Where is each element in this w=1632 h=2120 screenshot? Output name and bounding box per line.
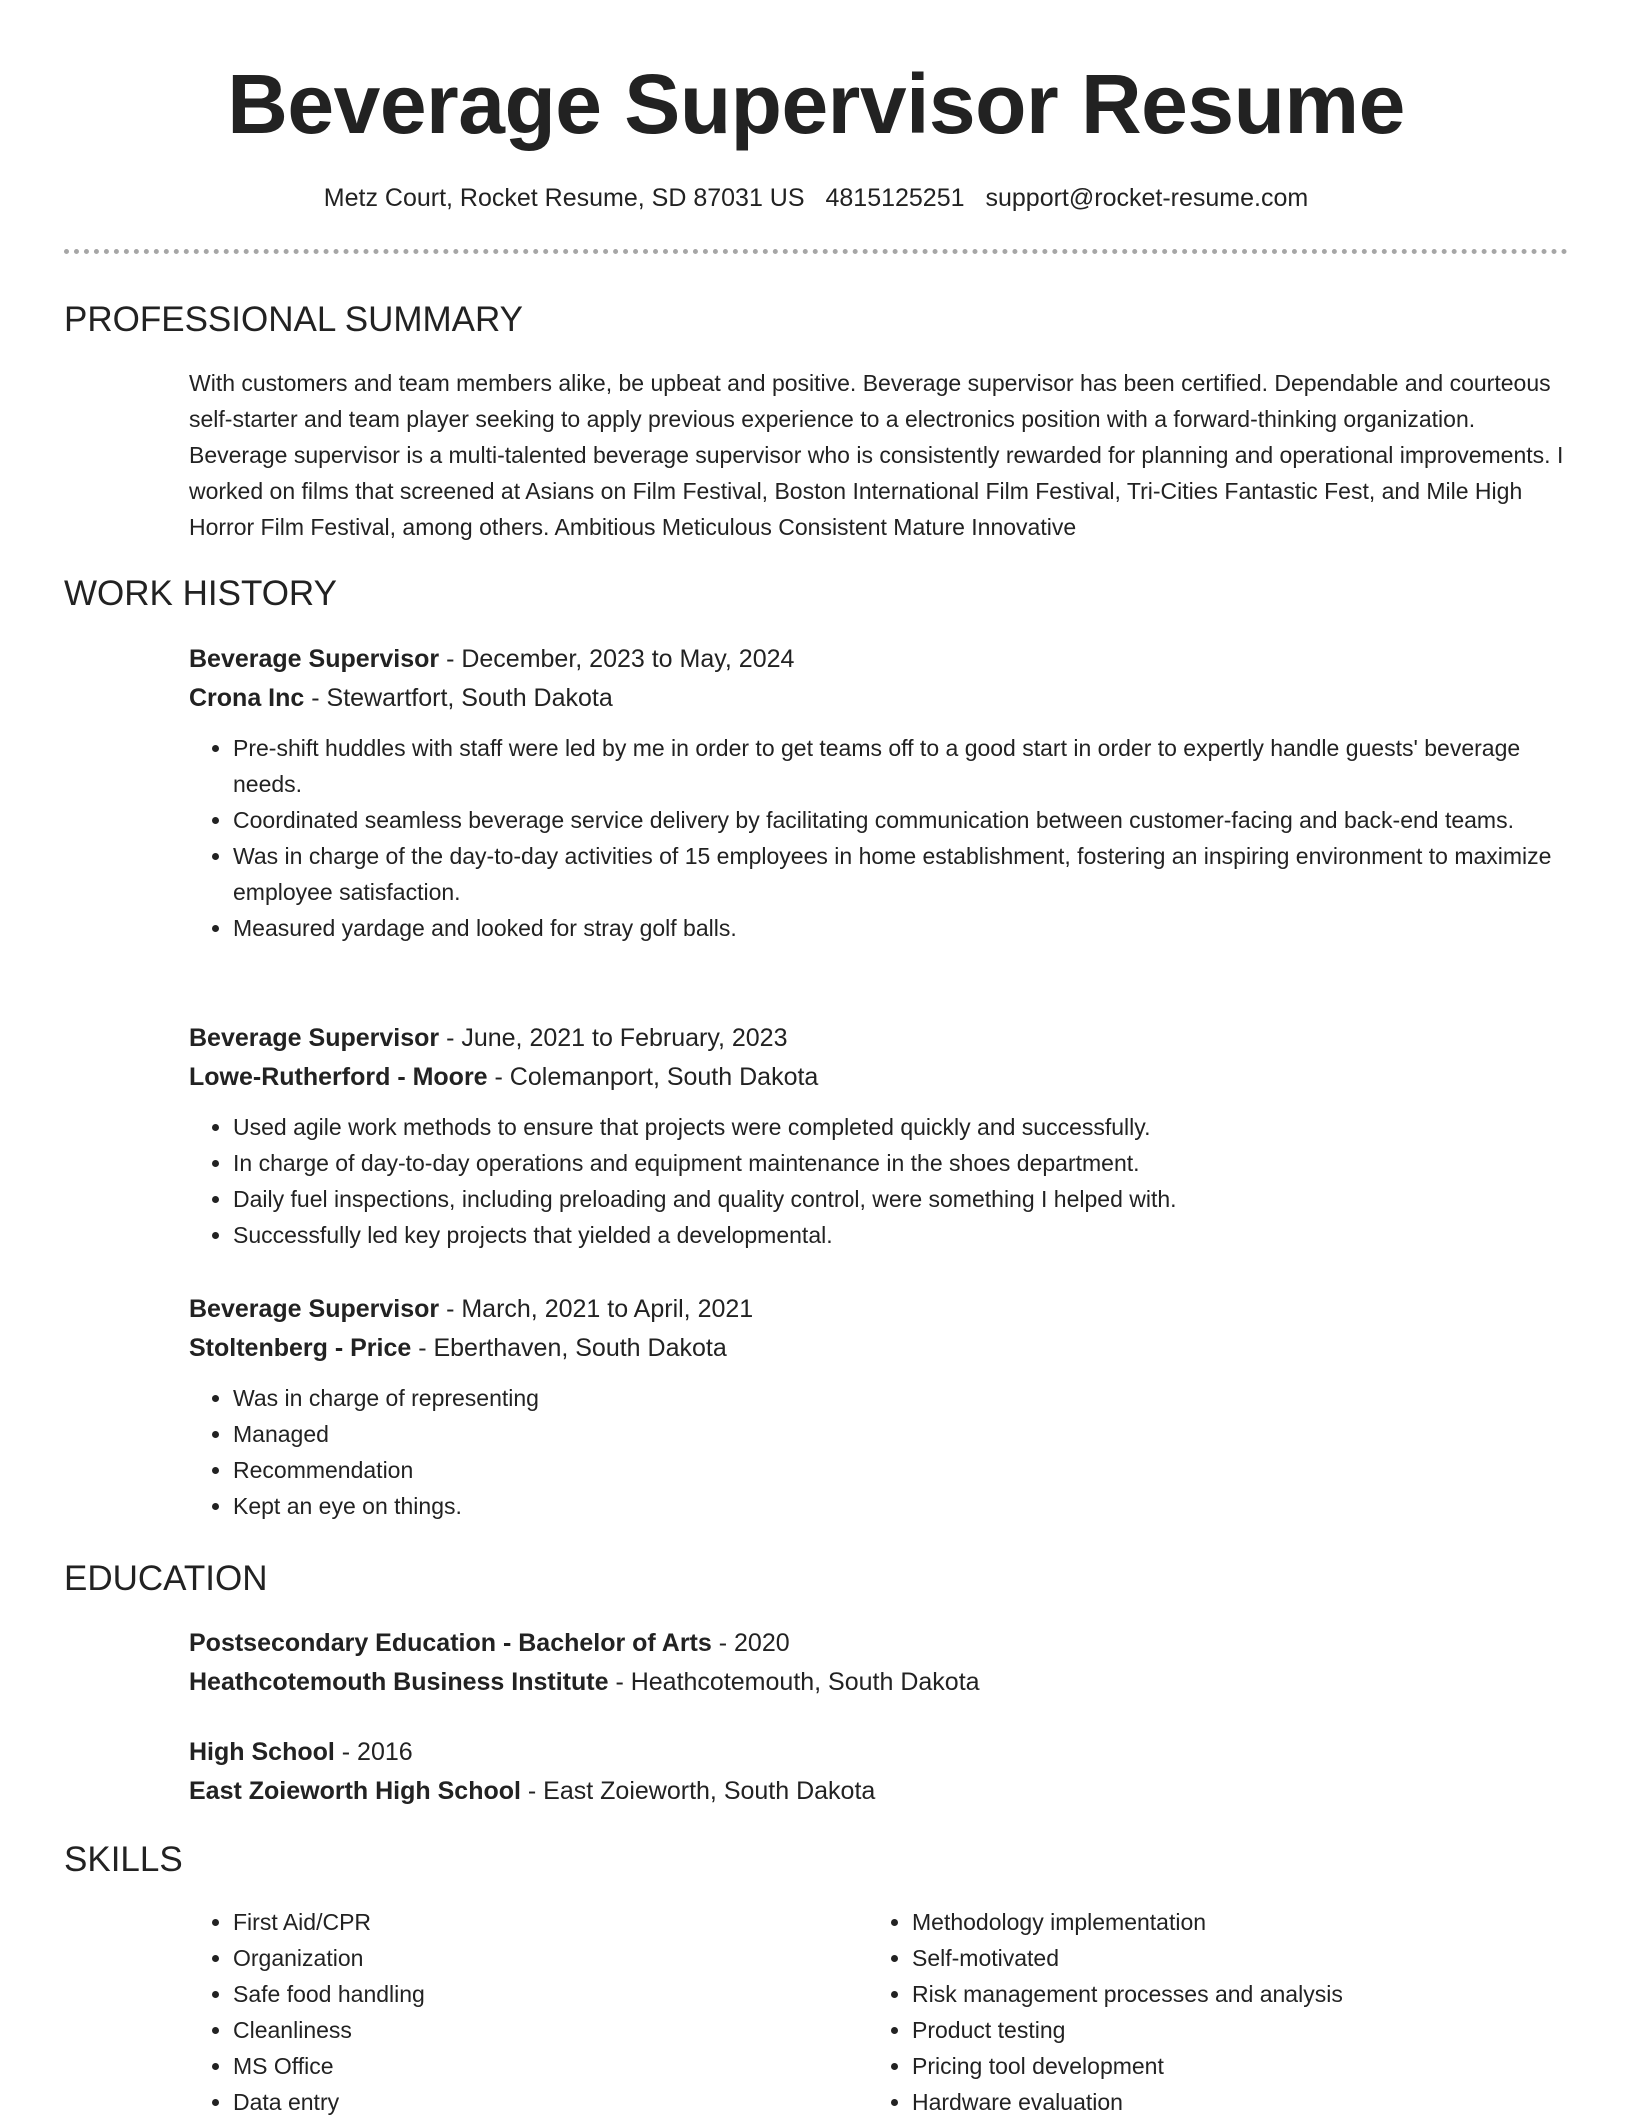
section-title-education: EDUCATION <box>64 1559 268 1598</box>
job-bullet: • Used agile work methods to ensure that projects were completed quickly and successfully. <box>233 1109 1569 1145</box>
job-title: Beverage Supervisor <box>189 1024 440 1052</box>
skill-item: • Product testing <box>912 2012 1528 2048</box>
education-location: - Heathcotemouth, South Dakota <box>608 1667 980 1696</box>
skill-item: • Pricing tool development <box>912 2048 1528 2084</box>
education-school: Heathcotemouth Business Institute <box>189 1667 609 1696</box>
job-entry <box>189 1019 1569 1253</box>
section-title-summary: PROFESSIONAL SUMMARY <box>64 300 523 339</box>
job-heading <box>189 1290 1569 1329</box>
job-heading <box>189 1019 1569 1058</box>
skill-item: • Data entry <box>233 2084 849 2120</box>
skills-list <box>189 1904 849 2120</box>
contact-address: Metz Court, Rocket Resume, SD 87031 US <box>323 184 805 212</box>
education-entry <box>189 1624 1569 1701</box>
job-employer <box>189 1058 1569 1097</box>
job-bullet: • Successfully led key projects that yielded a developmental. <box>233 1217 1569 1253</box>
education-degree: High School <box>189 1738 335 1766</box>
skills-column-left <box>189 1904 849 2120</box>
skill-item: • Hardware evaluation <box>912 2084 1528 2120</box>
summary-text: With customers and team members alike, be upbeat and positive. Beverage supervisor has been certified. Dependable and courteous self-starter and team player seeking to apply previous experience to a electronics position with a forward-thinking organization. Beverage supervisor is a multi-talented beverage supervisor who is consistently rewarded for planning and operational improvements. I worked on films that screened at Asians on Film Festival, Boston International Film Festival, Tri-Cities Fantastic Fest, and Mile High Horror Film Festival, among others. Ambitious Meticulous Consistent Mature Innovative <box>189 370 1564 540</box>
skill-item: • Cleanliness <box>233 2012 849 2048</box>
contact-email: support@rocket-resume.com <box>985 184 1309 212</box>
education-year: - 2016 <box>334 1738 413 1766</box>
education-degree: Postsecondary Education - Bachelor of Arts <box>189 1629 712 1657</box>
skill-item: • Risk management processes and analysis <box>912 1976 1528 2012</box>
contact-phone: 4815125251 <box>825 184 965 212</box>
job-bullet: • Measured yardage and looked for stray golf balls. <box>233 910 1569 946</box>
education-school-line <box>189 1772 1569 1811</box>
job-company: Lowe-Rutherford - Moore <box>189 1062 488 1091</box>
education-location: - East Zoieworth, South Dakota <box>520 1776 876 1805</box>
skills-list <box>868 1904 1528 2120</box>
contact-line <box>0 180 1632 216</box>
resume-title: Beverage Supervisor Resume <box>227 57 1405 151</box>
job-dates: - March, 2021 to April, 2021 <box>439 1295 754 1323</box>
skill-item: • Methodology implementation <box>912 1904 1528 1940</box>
education-heading <box>189 1624 1569 1663</box>
skill-item: • First Aid/CPR <box>233 1904 849 1940</box>
job-employer <box>189 1329 1569 1368</box>
section-title-skills: SKILLS <box>64 1840 183 1879</box>
job-title: Beverage Supervisor <box>189 645 440 673</box>
job-bullet: • Kept an eye on things. <box>233 1488 1569 1524</box>
job-bullet: • Was in charge of the day-to-day activities of 15 employees in home establishment, fostering an inspiring environment to maximize employee satisfaction. <box>233 838 1569 910</box>
job-location: - Colemanport, South Dakota <box>487 1062 819 1091</box>
job-bullet: • Daily fuel inspections, including preloading and quality control, were something I helped with. <box>233 1181 1569 1217</box>
job-dates: - June, 2021 to February, 2023 <box>439 1024 788 1052</box>
job-heading <box>189 640 1569 679</box>
skill-item: • Safe food handling <box>233 1976 849 2012</box>
education-school-line <box>189 1663 1569 1702</box>
job-company: Crona Inc <box>189 683 305 712</box>
job-location: - Eberthaven, South Dakota <box>411 1333 727 1362</box>
job-dates: - December, 2023 to May, 2024 <box>439 645 795 673</box>
job-bullet: • Recommendation <box>233 1452 1569 1488</box>
education-heading <box>189 1733 1569 1772</box>
job-location: - Stewartfort, South Dakota <box>304 683 613 712</box>
job-bullets <box>189 730 1569 946</box>
job-bullets <box>189 1380 1569 1524</box>
job-bullet: • Coordinated seamless beverage service delivery by facilitating communication between customer-facing and back-end teams. <box>233 802 1569 838</box>
job-company: Stoltenberg - Price <box>189 1333 412 1362</box>
skills-column-right <box>868 1904 1528 2120</box>
skill-item: • Organization <box>233 1940 849 1976</box>
education-entry <box>189 1733 1569 1810</box>
job-entry <box>189 640 1569 946</box>
job-entry <box>189 1290 1569 1524</box>
job-bullets <box>189 1109 1569 1253</box>
skill-item: • Self-motivated <box>912 1940 1528 1976</box>
job-bullet: • Pre-shift huddles with staff were led by me in order to get teams off to a good start in order to expertly handle guests' beverage needs. <box>233 730 1569 802</box>
job-employer <box>189 679 1569 718</box>
job-bullet: • Managed <box>233 1416 1569 1452</box>
section-title-work-history: WORK HISTORY <box>64 574 337 613</box>
education-school: East Zoieworth High School <box>189 1776 521 1805</box>
job-title: Beverage Supervisor <box>189 1295 440 1323</box>
skill-item: • MS Office <box>233 2048 849 2084</box>
job-bullet: • In charge of day-to-day operations and equipment maintenance in the shoes department. <box>233 1145 1569 1181</box>
job-bullet: • Was in charge of representing <box>233 1380 1569 1416</box>
education-year: - 2020 <box>711 1629 790 1657</box>
header-divider <box>64 249 1568 254</box>
